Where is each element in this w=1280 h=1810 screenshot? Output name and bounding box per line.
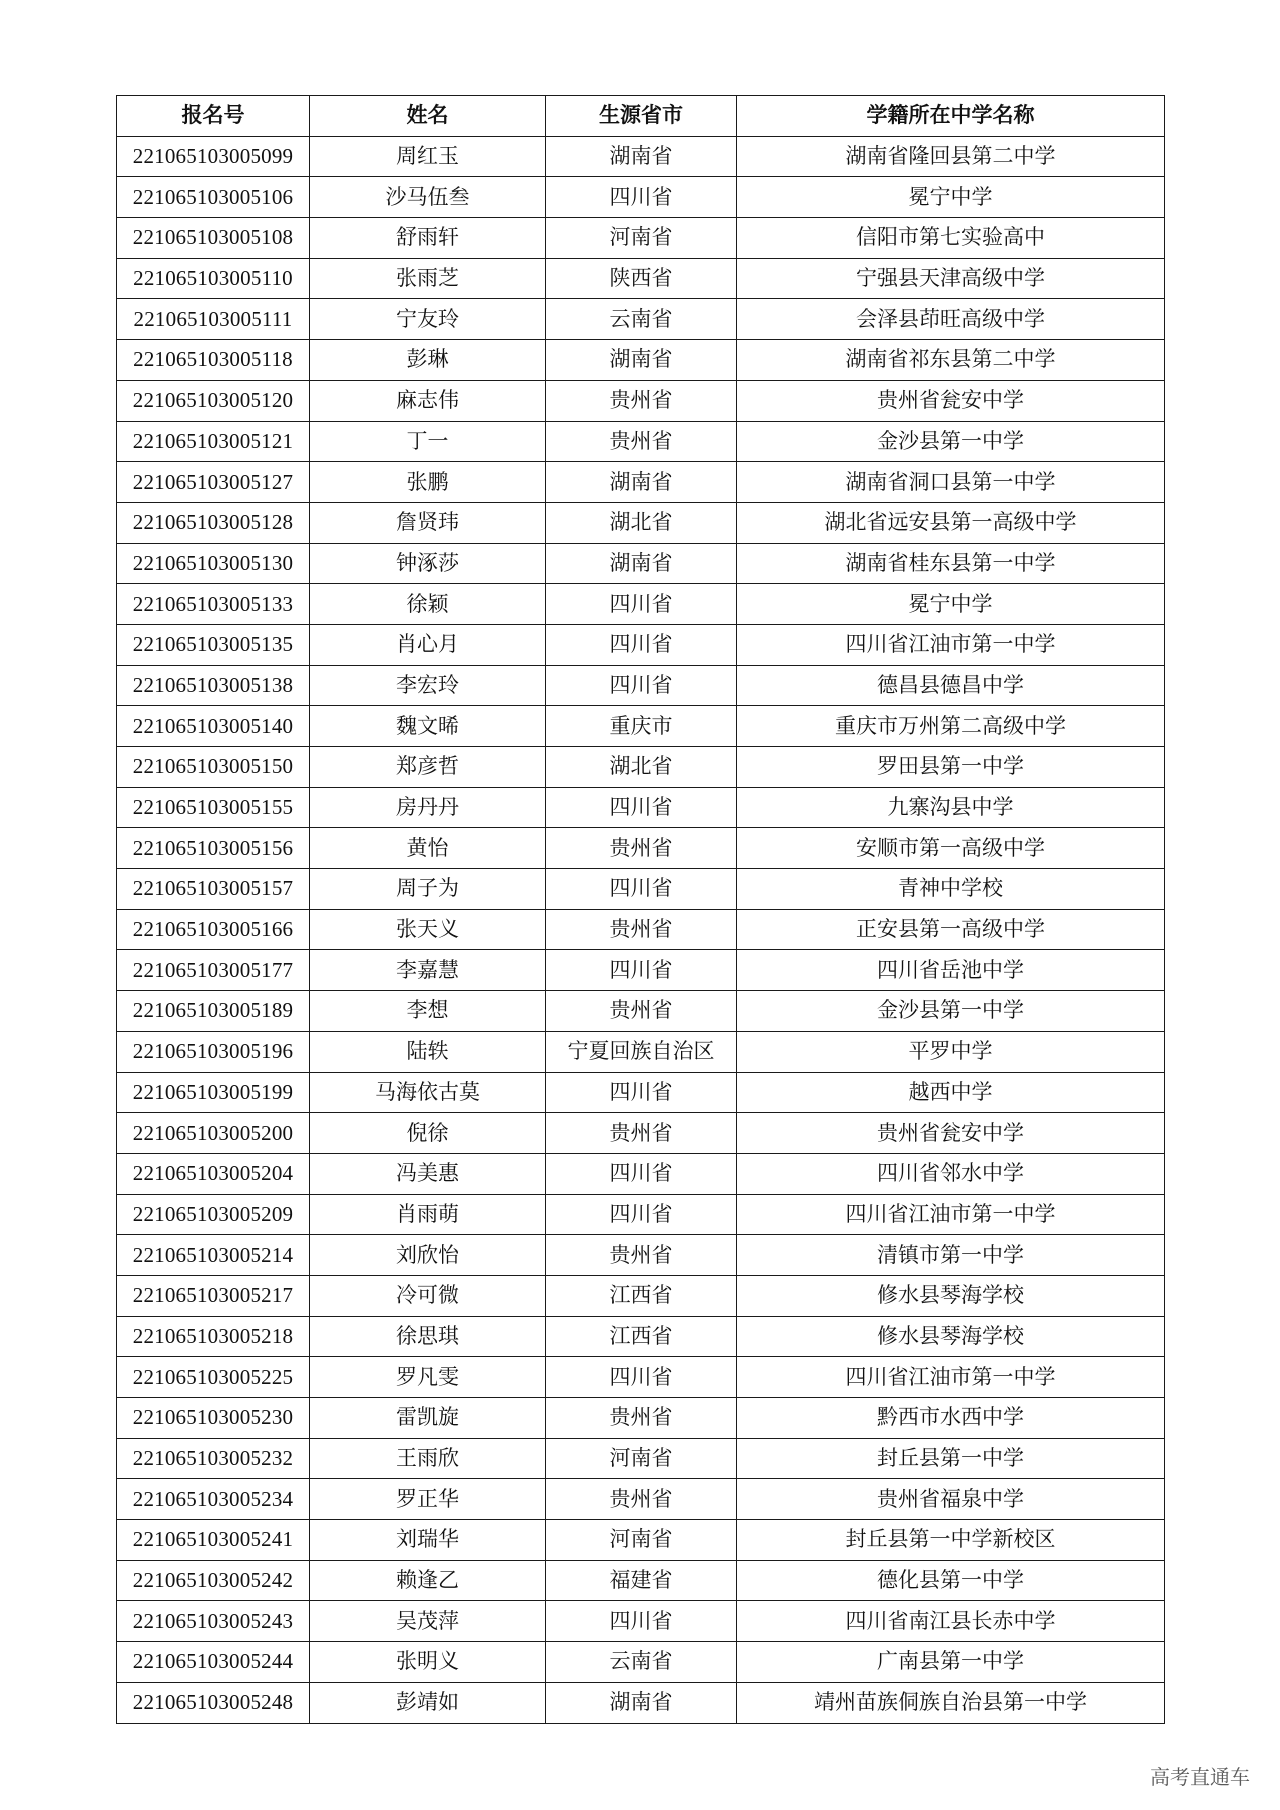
registration-number-cell: 221065103005230 bbox=[117, 1398, 310, 1439]
student-name-cell: 郑彦哲 bbox=[310, 747, 546, 788]
table-row bbox=[117, 1113, 1165, 1154]
admission-roster-table bbox=[116, 95, 1165, 1724]
origin-province-cell: 湖北省 bbox=[546, 502, 737, 543]
high-school-cell: 贵州省瓮安中学 bbox=[737, 380, 1165, 421]
registration-number-cell: 221065103005217 bbox=[117, 1275, 310, 1316]
student-name-cell: 罗正华 bbox=[310, 1479, 546, 1520]
student-name-cell: 房丹丹 bbox=[310, 787, 546, 828]
table-row bbox=[117, 787, 1165, 828]
student-name-cell: 肖雨萌 bbox=[310, 1194, 546, 1235]
table-row bbox=[117, 909, 1165, 950]
header-registration-number: 报名号 bbox=[117, 96, 310, 137]
origin-province-cell: 四川省 bbox=[546, 1072, 737, 1113]
high-school-cell: 冕宁中学 bbox=[737, 584, 1165, 625]
origin-province-cell: 四川省 bbox=[546, 624, 737, 665]
table-row bbox=[117, 991, 1165, 1032]
table-row bbox=[117, 1316, 1165, 1357]
high-school-cell: 冕宁中学 bbox=[737, 177, 1165, 218]
high-school-cell: 平罗中学 bbox=[737, 1031, 1165, 1072]
student-name-cell: 肖心月 bbox=[310, 624, 546, 665]
high-school-cell: 越西中学 bbox=[737, 1072, 1165, 1113]
table-row bbox=[117, 462, 1165, 503]
origin-province-cell: 湖南省 bbox=[546, 136, 737, 177]
table-row bbox=[117, 1479, 1165, 1520]
table-row bbox=[117, 706, 1165, 747]
origin-province-cell: 贵州省 bbox=[546, 1235, 737, 1276]
origin-province-cell: 四川省 bbox=[546, 1153, 737, 1194]
high-school-cell: 四川省江油市第一中学 bbox=[737, 1357, 1165, 1398]
registration-number-cell: 221065103005111 bbox=[117, 299, 310, 340]
table-row bbox=[117, 869, 1165, 910]
table-row bbox=[117, 1072, 1165, 1113]
origin-province-cell: 湖南省 bbox=[546, 462, 737, 503]
watermark-text: 高考直通车 bbox=[1150, 1765, 1250, 1789]
header-name: 姓名 bbox=[310, 96, 546, 137]
registration-number-cell: 221065103005110 bbox=[117, 258, 310, 299]
registration-number-cell: 221065103005157 bbox=[117, 869, 310, 910]
registration-number-cell: 221065103005133 bbox=[117, 584, 310, 625]
origin-province-cell: 云南省 bbox=[546, 299, 737, 340]
table-row bbox=[117, 421, 1165, 462]
table-row bbox=[117, 299, 1165, 340]
registration-number-cell: 221065103005177 bbox=[117, 950, 310, 991]
origin-province-cell: 四川省 bbox=[546, 787, 737, 828]
high-school-cell: 正安县第一高级中学 bbox=[737, 909, 1165, 950]
registration-number-cell: 221065103005209 bbox=[117, 1194, 310, 1235]
registration-number-cell: 221065103005108 bbox=[117, 218, 310, 259]
table-row bbox=[117, 177, 1165, 218]
student-name-cell: 彭琳 bbox=[310, 340, 546, 381]
table-row bbox=[117, 950, 1165, 991]
origin-province-cell: 四川省 bbox=[546, 177, 737, 218]
origin-province-cell: 河南省 bbox=[546, 218, 737, 259]
high-school-cell: 九寨沟县中学 bbox=[737, 787, 1165, 828]
high-school-cell: 四川省江油市第一中学 bbox=[737, 1194, 1165, 1235]
table-row bbox=[117, 380, 1165, 421]
student-name-cell: 周子为 bbox=[310, 869, 546, 910]
high-school-cell: 湖南省祁东县第二中学 bbox=[737, 340, 1165, 381]
origin-province-cell: 贵州省 bbox=[546, 1398, 737, 1439]
student-name-cell: 魏文晞 bbox=[310, 706, 546, 747]
registration-number-cell: 221065103005234 bbox=[117, 1479, 310, 1520]
registration-number-cell: 221065103005156 bbox=[117, 828, 310, 869]
registration-number-cell: 221065103005140 bbox=[117, 706, 310, 747]
student-name-cell: 周红玉 bbox=[310, 136, 546, 177]
origin-province-cell: 湖南省 bbox=[546, 543, 737, 584]
registration-number-cell: 221065103005200 bbox=[117, 1113, 310, 1154]
registration-number-cell: 221065103005232 bbox=[117, 1438, 310, 1479]
student-name-cell: 罗凡雯 bbox=[310, 1357, 546, 1398]
student-name-cell: 冯美惠 bbox=[310, 1153, 546, 1194]
registration-number-cell: 221065103005127 bbox=[117, 462, 310, 503]
student-name-cell: 李想 bbox=[310, 991, 546, 1032]
table-header-row bbox=[117, 96, 1165, 137]
registration-number-cell: 221065103005204 bbox=[117, 1153, 310, 1194]
origin-province-cell: 四川省 bbox=[546, 1194, 737, 1235]
origin-province-cell: 江西省 bbox=[546, 1316, 737, 1357]
high-school-cell: 黔西市水西中学 bbox=[737, 1398, 1165, 1439]
table-row bbox=[117, 1194, 1165, 1235]
table-row bbox=[117, 1031, 1165, 1072]
high-school-cell: 金沙县第一中学 bbox=[737, 991, 1165, 1032]
origin-province-cell: 宁夏回族自治区 bbox=[546, 1031, 737, 1072]
registration-number-cell: 221065103005135 bbox=[117, 624, 310, 665]
table-row bbox=[117, 1357, 1165, 1398]
student-name-cell: 倪徐 bbox=[310, 1113, 546, 1154]
high-school-cell: 罗田县第一中学 bbox=[737, 747, 1165, 788]
registration-number-cell: 221065103005214 bbox=[117, 1235, 310, 1276]
registration-number-cell: 221065103005128 bbox=[117, 502, 310, 543]
student-name-cell: 宁友玲 bbox=[310, 299, 546, 340]
student-name-cell: 张鹏 bbox=[310, 462, 546, 503]
origin-province-cell: 四川省 bbox=[546, 584, 737, 625]
student-name-cell: 詹贤玮 bbox=[310, 502, 546, 543]
registration-number-cell: 221065103005120 bbox=[117, 380, 310, 421]
student-name-cell: 张明义 bbox=[310, 1642, 546, 1683]
origin-province-cell: 河南省 bbox=[546, 1438, 737, 1479]
student-name-cell: 陆轶 bbox=[310, 1031, 546, 1072]
registration-number-cell: 221065103005130 bbox=[117, 543, 310, 584]
origin-province-cell: 贵州省 bbox=[546, 991, 737, 1032]
table-row bbox=[117, 828, 1165, 869]
high-school-cell: 信阳市第七实验高中 bbox=[737, 218, 1165, 259]
table-row bbox=[117, 584, 1165, 625]
high-school-cell: 四川省南江县长赤中学 bbox=[737, 1601, 1165, 1642]
high-school-cell: 贵州省瓮安中学 bbox=[737, 1113, 1165, 1154]
registration-number-cell: 221065103005118 bbox=[117, 340, 310, 381]
student-name-cell: 彭靖如 bbox=[310, 1682, 546, 1723]
origin-province-cell: 云南省 bbox=[546, 1642, 737, 1683]
student-name-cell: 黄怡 bbox=[310, 828, 546, 869]
registration-number-cell: 221065103005243 bbox=[117, 1601, 310, 1642]
registration-number-cell: 221065103005241 bbox=[117, 1520, 310, 1561]
table-row bbox=[117, 1275, 1165, 1316]
high-school-cell: 湖南省桂东县第一中学 bbox=[737, 543, 1165, 584]
high-school-cell: 青神中学校 bbox=[737, 869, 1165, 910]
table-row bbox=[117, 1520, 1165, 1561]
registration-number-cell: 221065103005099 bbox=[117, 136, 310, 177]
high-school-cell: 四川省邻水中学 bbox=[737, 1153, 1165, 1194]
origin-province-cell: 贵州省 bbox=[546, 828, 737, 869]
table-row bbox=[117, 502, 1165, 543]
registration-number-cell: 221065103005189 bbox=[117, 991, 310, 1032]
registration-number-cell: 221065103005218 bbox=[117, 1316, 310, 1357]
table-row bbox=[117, 1235, 1165, 1276]
table-row bbox=[117, 747, 1165, 788]
table-row bbox=[117, 136, 1165, 177]
origin-province-cell: 贵州省 bbox=[546, 421, 737, 462]
origin-province-cell: 四川省 bbox=[546, 1357, 737, 1398]
high-school-cell: 四川省岳池中学 bbox=[737, 950, 1165, 991]
high-school-cell: 封丘县第一中学 bbox=[737, 1438, 1165, 1479]
student-name-cell: 冷可微 bbox=[310, 1275, 546, 1316]
high-school-cell: 湖南省隆回县第二中学 bbox=[737, 136, 1165, 177]
origin-province-cell: 贵州省 bbox=[546, 909, 737, 950]
origin-province-cell: 江西省 bbox=[546, 1275, 737, 1316]
table-row bbox=[117, 1601, 1165, 1642]
student-name-cell: 赖逢乙 bbox=[310, 1560, 546, 1601]
high-school-cell: 会泽县茚旺高级中学 bbox=[737, 299, 1165, 340]
origin-province-cell: 福建省 bbox=[546, 1560, 737, 1601]
registration-number-cell: 221065103005155 bbox=[117, 787, 310, 828]
origin-province-cell: 四川省 bbox=[546, 1601, 737, 1642]
registration-number-cell: 221065103005199 bbox=[117, 1072, 310, 1113]
table-row bbox=[117, 543, 1165, 584]
registration-number-cell: 221065103005248 bbox=[117, 1682, 310, 1723]
student-name-cell: 吴茂萍 bbox=[310, 1601, 546, 1642]
table-row bbox=[117, 1438, 1165, 1479]
student-name-cell: 张雨芝 bbox=[310, 258, 546, 299]
header-origin-province: 生源省市 bbox=[546, 96, 737, 137]
table-row bbox=[117, 1682, 1165, 1723]
high-school-cell: 靖州苗族侗族自治县第一中学 bbox=[737, 1682, 1165, 1723]
high-school-cell: 德昌县德昌中学 bbox=[737, 665, 1165, 706]
registration-number-cell: 221065103005166 bbox=[117, 909, 310, 950]
high-school-cell: 广南县第一中学 bbox=[737, 1642, 1165, 1683]
high-school-cell: 修水县琴海学校 bbox=[737, 1275, 1165, 1316]
student-name-cell: 张天义 bbox=[310, 909, 546, 950]
student-name-cell: 沙马伍叁 bbox=[310, 177, 546, 218]
registration-number-cell: 221065103005196 bbox=[117, 1031, 310, 1072]
student-name-cell: 李宏玲 bbox=[310, 665, 546, 706]
origin-province-cell: 贵州省 bbox=[546, 1113, 737, 1154]
registration-number-cell: 221065103005138 bbox=[117, 665, 310, 706]
registration-number-cell: 221065103005106 bbox=[117, 177, 310, 218]
high-school-cell: 贵州省福泉中学 bbox=[737, 1479, 1165, 1520]
student-name-cell: 刘瑞华 bbox=[310, 1520, 546, 1561]
table-row bbox=[117, 258, 1165, 299]
student-name-cell: 麻志伟 bbox=[310, 380, 546, 421]
origin-province-cell: 四川省 bbox=[546, 869, 737, 910]
registration-number-cell: 221065103005225 bbox=[117, 1357, 310, 1398]
origin-province-cell: 湖北省 bbox=[546, 747, 737, 788]
origin-province-cell: 四川省 bbox=[546, 665, 737, 706]
student-name-cell: 徐思琪 bbox=[310, 1316, 546, 1357]
high-school-cell: 湖北省远安县第一高级中学 bbox=[737, 502, 1165, 543]
student-name-cell: 钟涿莎 bbox=[310, 543, 546, 584]
header-high-school: 学籍所在中学名称 bbox=[737, 96, 1165, 137]
high-school-cell: 修水县琴海学校 bbox=[737, 1316, 1165, 1357]
origin-province-cell: 河南省 bbox=[546, 1520, 737, 1561]
origin-province-cell: 贵州省 bbox=[546, 380, 737, 421]
registration-number-cell: 221065103005242 bbox=[117, 1560, 310, 1601]
table-row bbox=[117, 218, 1165, 259]
table-body bbox=[117, 136, 1165, 1723]
student-name-cell: 马海依古莫 bbox=[310, 1072, 546, 1113]
origin-province-cell: 重庆市 bbox=[546, 706, 737, 747]
table-row bbox=[117, 665, 1165, 706]
table-row bbox=[117, 1398, 1165, 1439]
high-school-cell: 湖南省洞口县第一中学 bbox=[737, 462, 1165, 503]
high-school-cell: 清镇市第一中学 bbox=[737, 1235, 1165, 1276]
registration-number-cell: 221065103005121 bbox=[117, 421, 310, 462]
student-name-cell: 舒雨轩 bbox=[310, 218, 546, 259]
high-school-cell: 金沙县第一中学 bbox=[737, 421, 1165, 462]
student-name-cell: 丁一 bbox=[310, 421, 546, 462]
high-school-cell: 安顺市第一高级中学 bbox=[737, 828, 1165, 869]
student-name-cell: 刘欣怡 bbox=[310, 1235, 546, 1276]
table-row bbox=[117, 1153, 1165, 1194]
origin-province-cell: 陕西省 bbox=[546, 258, 737, 299]
origin-province-cell: 贵州省 bbox=[546, 1479, 737, 1520]
student-name-cell: 徐颖 bbox=[310, 584, 546, 625]
student-name-cell: 王雨欣 bbox=[310, 1438, 546, 1479]
high-school-cell: 重庆市万州第二高级中学 bbox=[737, 706, 1165, 747]
student-name-cell: 雷凯旋 bbox=[310, 1398, 546, 1439]
high-school-cell: 四川省江油市第一中学 bbox=[737, 624, 1165, 665]
registration-number-cell: 221065103005244 bbox=[117, 1642, 310, 1683]
table-row bbox=[117, 340, 1165, 381]
high-school-cell: 封丘县第一中学新校区 bbox=[737, 1520, 1165, 1561]
high-school-cell: 德化县第一中学 bbox=[737, 1560, 1165, 1601]
student-name-cell: 李嘉慧 bbox=[310, 950, 546, 991]
table-row bbox=[117, 624, 1165, 665]
table-row bbox=[117, 1642, 1165, 1683]
origin-province-cell: 湖南省 bbox=[546, 340, 737, 381]
origin-province-cell: 四川省 bbox=[546, 950, 737, 991]
high-school-cell: 宁强县天津高级中学 bbox=[737, 258, 1165, 299]
registration-number-cell: 221065103005150 bbox=[117, 747, 310, 788]
table-row bbox=[117, 1560, 1165, 1601]
origin-province-cell: 湖南省 bbox=[546, 1682, 737, 1723]
